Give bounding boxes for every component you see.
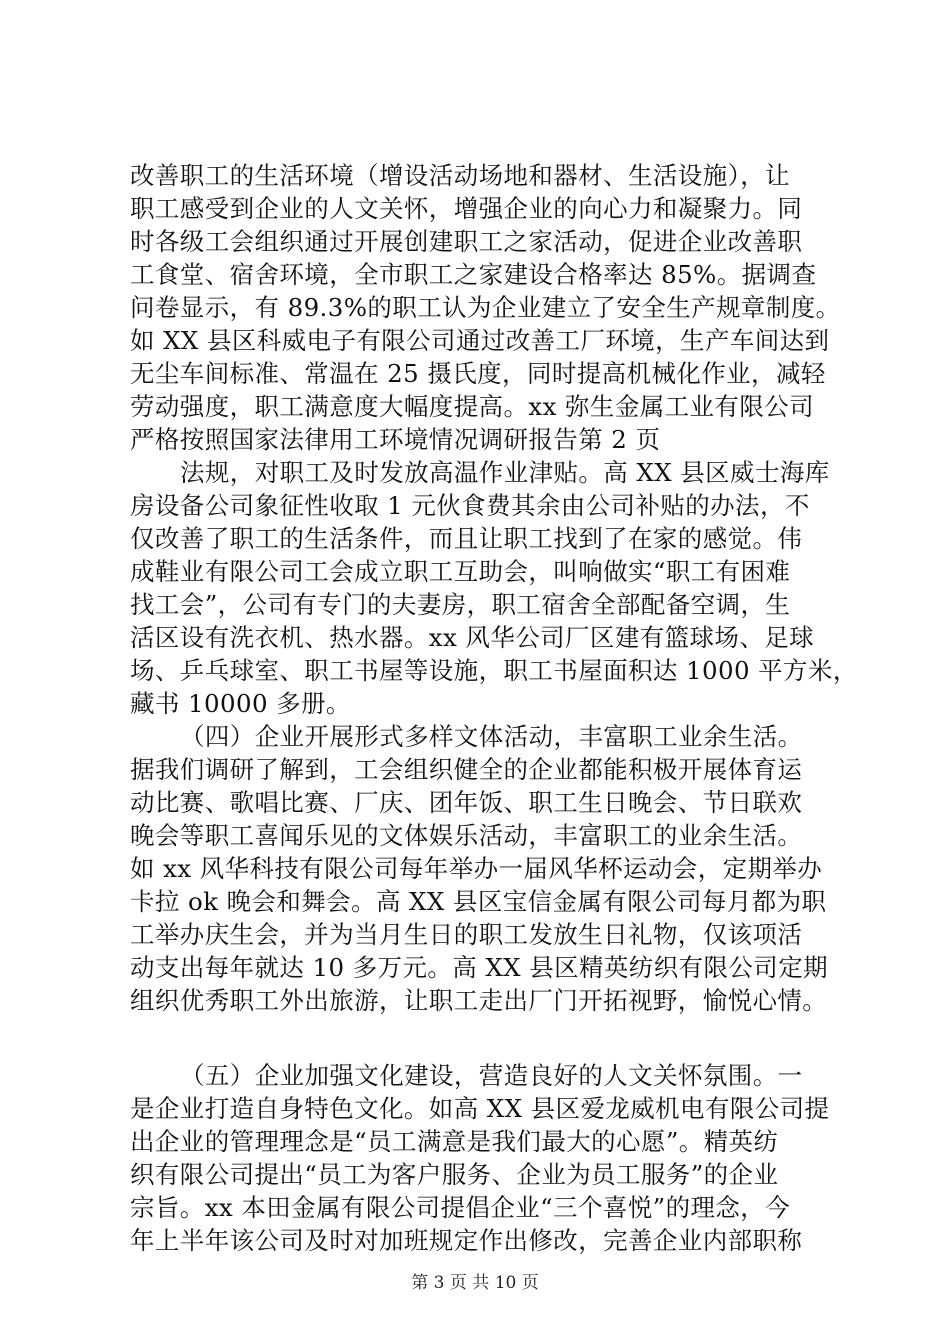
text-line-3: 时各级工会组织通过开展创建职工之家活动，促进企业改善职 [130,227,803,256]
text-line-7: 无尘车间标准、常温在 25 摄氏度，同时提高机械化作业，减轻 [130,359,826,388]
text-line-12: 仅改善了职工的生活条件，而且让职工找到了在家的感觉。伟 [130,524,803,553]
text-line-29: 出企业的管理理念是“员工满意是我们最大的心愿”。精英纺 [130,1127,779,1156]
page-number-footer: 第 3 页 共 10 页 [411,1273,539,1293]
text-line-2: 职工感受到企业的人文关怀，增强企业的向心力和凝聚力。同 [130,194,803,223]
text-line-14: 找工会”，公司有专门的夫妻房，职工宿舍全部配备空调，生 [130,590,791,619]
text-line-16: 场、乒乓球室、职工书屋等设施，职工书屋面积达 1000 平方米， [130,656,858,685]
text-line-17: 藏书 10000 多册。 [130,689,351,718]
text-line-28: 是企业打造自身特色文化。如高 XX 县区爱龙威机电有限公司提 [130,1094,830,1123]
text-line-19: 据我们调研了解到，工会组织健全的企业都能积极开展体育运 [130,755,803,784]
paragraph-start-line: 法规，对职工及时发放高温作业津贴。高 XX 县区威士海库 [180,458,830,487]
text-line-20: 动比赛、歌唱比赛、厂庆、团年饭、职工生日晚会、节日联欢 [130,788,803,817]
section-heading-4: （四）企业开展形式多样文体活动，丰富职工业余生活。 [180,722,803,751]
text-line-21: 晚会等职工喜闻乐见的文体娱乐活动，丰富职工的业余生活。 [130,821,803,850]
text-line-4: 工食堂、宿舍环境，全市职工之家建设合格率达 85%。据调查 [130,260,817,289]
text-line-11: 房设备公司象征性收取 1 元伙食费其余由公司补贴的办法，不 [130,491,810,520]
text-line-6: 如 XX 县区科威电子有限公司通过改善工厂环境，生产车间达到 [130,326,830,355]
text-line-23: 卡拉 ok 晚会和舞会。高 XX 县区宝信金属有限公司每月都为职 [130,887,827,916]
text-line-30: 织有限公司提出“员工为客户服务、企业为员工服务”的企业 [130,1160,779,1189]
text-line-25: 动支出每年就达 10 多万元。高 XX 县区精英纺织有限公司定期 [130,953,829,982]
text-line-31: 宗旨。xx 本田金属有限公司提倡企业“三个喜悦”的理念，今 [130,1193,791,1222]
text-line-9: 严格按照国家法律用工环境情况调研报告第 2 页 [130,425,661,454]
text-line-8: 劳动强度，职工满意度大幅度提高。xx 弥生金属工业有限公司 [130,392,815,421]
text-line-1: 改善职工的生活环境（增设活动场地和器材、生活设施），让 [130,161,791,190]
text-line-32: 年上半年该公司及时对加班规定作出修改，完善企业内部职称 [130,1226,803,1255]
text-line-22: 如 xx 风华科技有限公司每年举办一届风华杯运动会，定期举办 [130,854,823,883]
text-line-13: 成鞋业有限公司工会成立职工互助会，叫响做实“职工有困难 [130,557,791,586]
text-line-5: 问卷显示，有 89.3%的职工认为企业建立了安全生产规章制度。 [130,293,841,322]
text-line-15: 活区设有洗衣机、热水器。xx 风华公司厂区建有篮球场、足球 [130,623,815,652]
text-line-24: 工举办庆生会，并为当月生日的职工发放生日礼物，仅该项活 [130,920,803,949]
text-line-26: 组织优秀职工外出旅游，让职工走出厂门开拓视野，愉悦心情。 [130,986,828,1015]
section-heading-5: （五）企业加强文化建设，营造良好的人文关怀氛围。一 [180,1061,803,1090]
